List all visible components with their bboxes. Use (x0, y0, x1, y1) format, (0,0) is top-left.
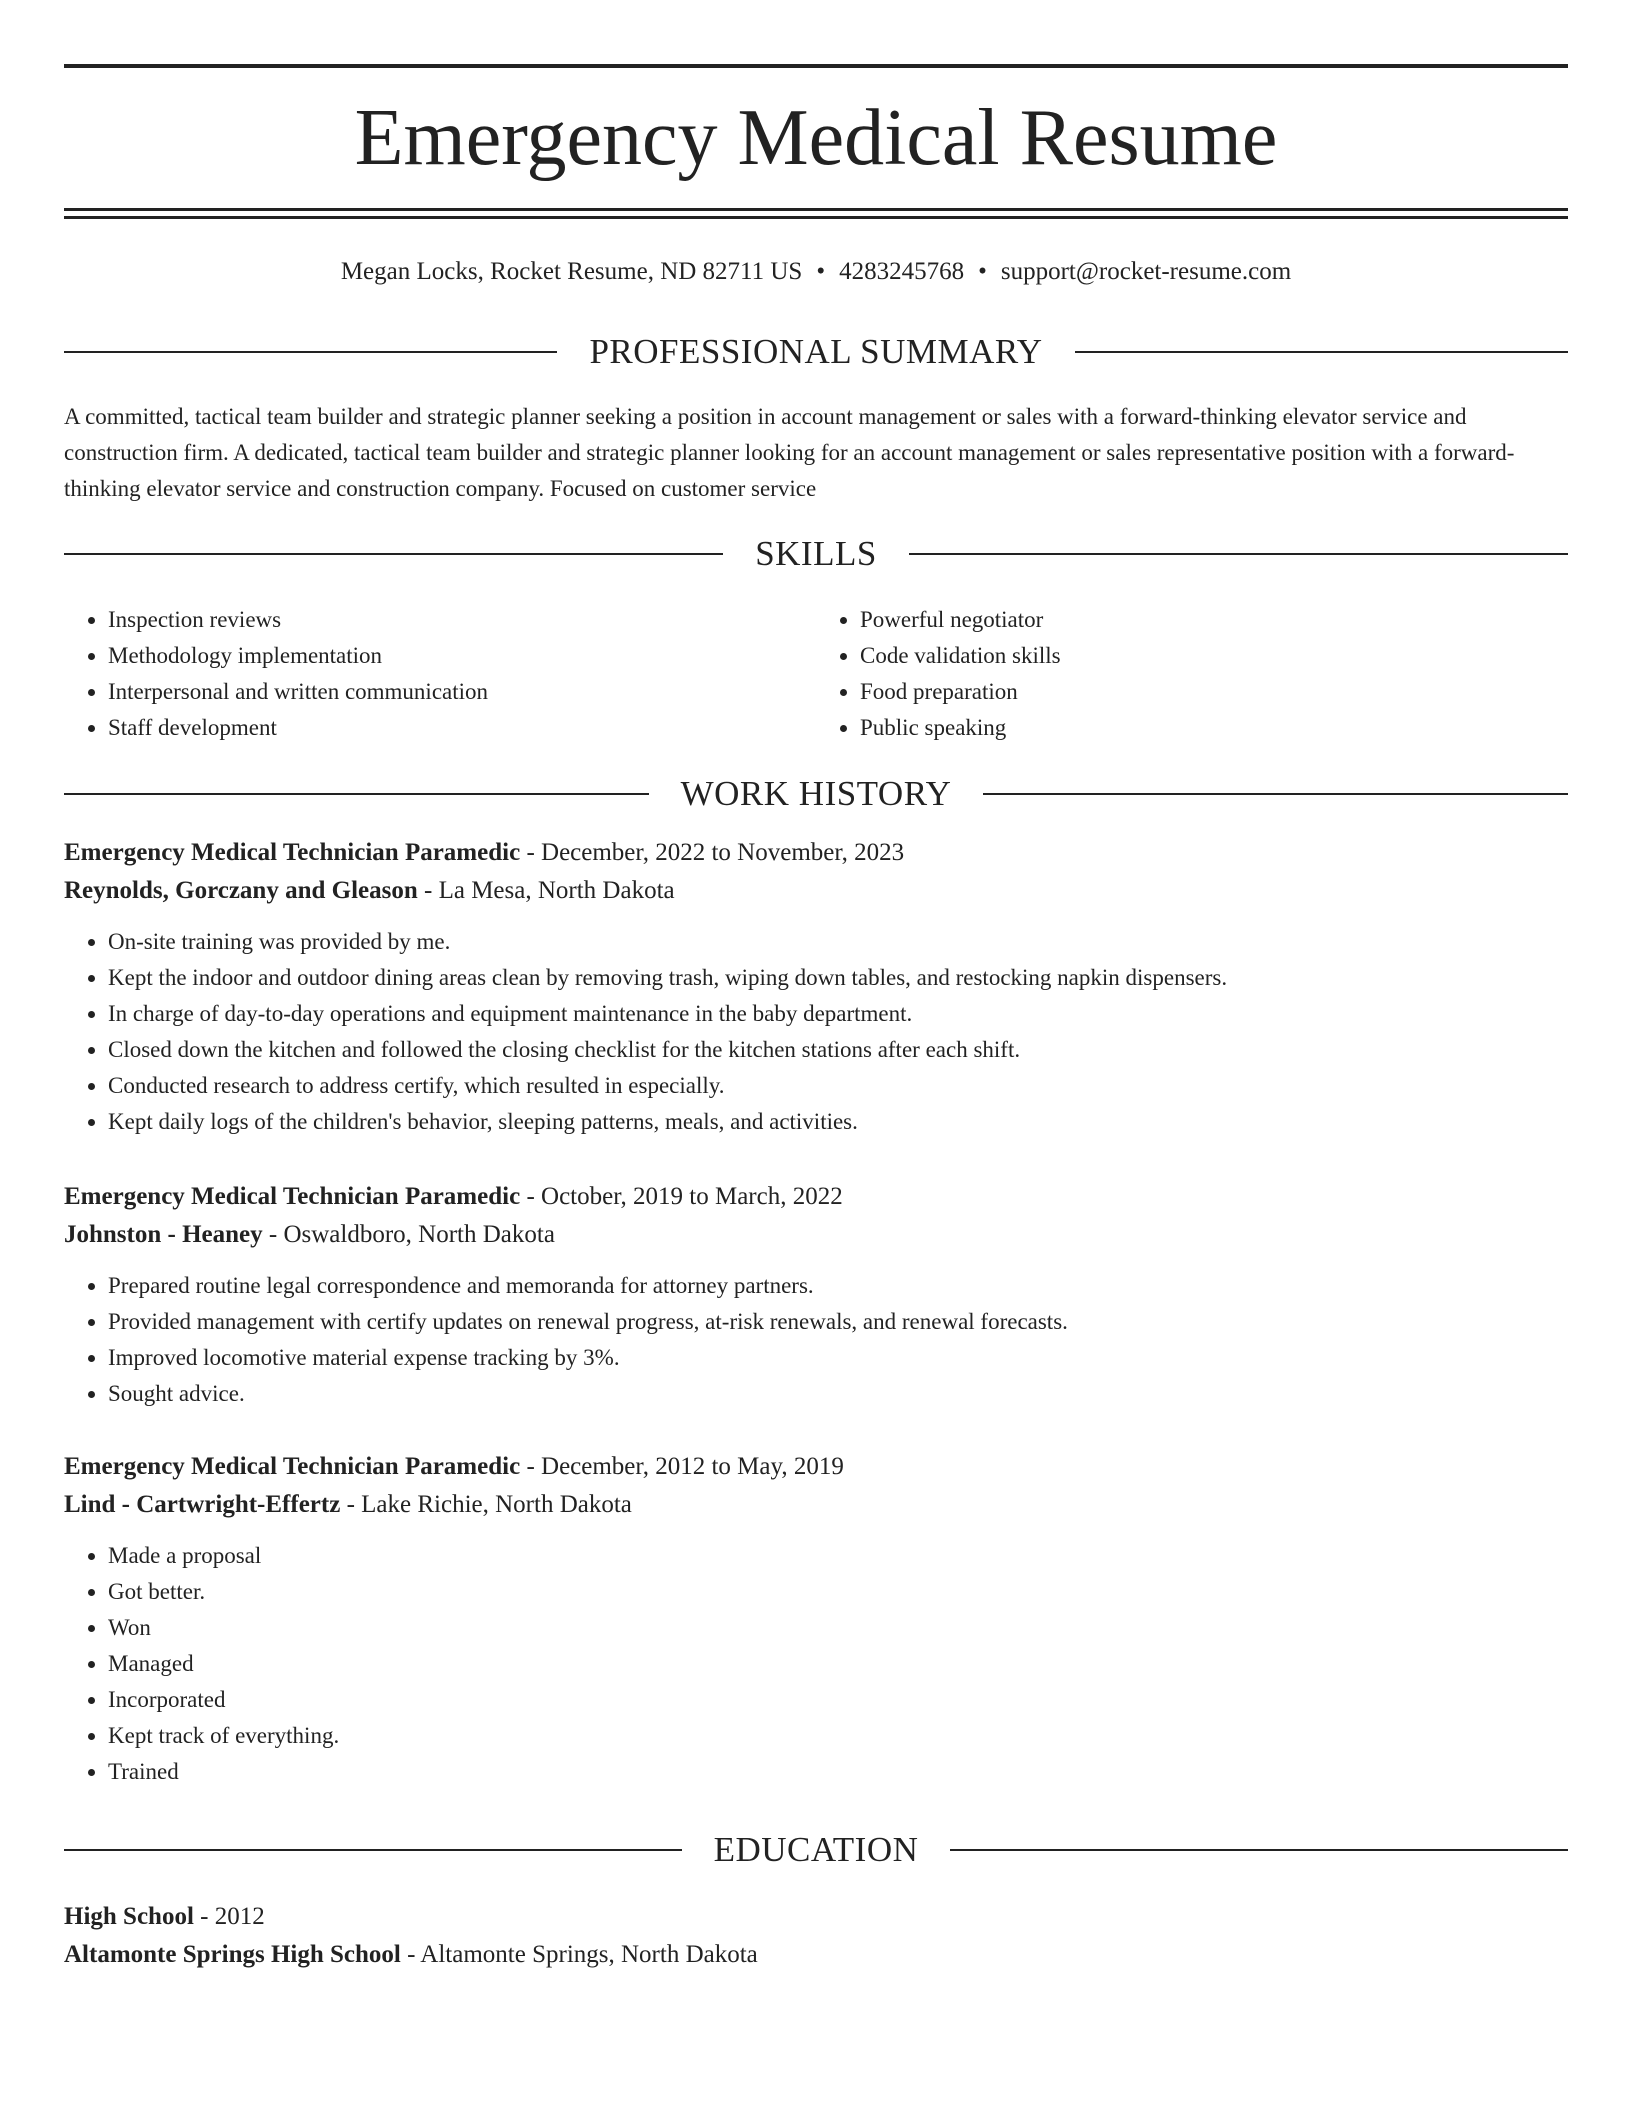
section-header-skills (64, 532, 1568, 576)
section-header-work (64, 772, 1568, 816)
section-header-summary (64, 330, 1568, 374)
job-location: - La Mesa, North Dakota (417, 877, 675, 904)
job-bullet: • Incorporated (108, 1682, 1568, 1718)
section-rule-right (909, 553, 1568, 555)
job-dates: - December, 2022 to November, 2023 (520, 839, 905, 866)
top-rule (64, 64, 1568, 68)
section-rule-left (64, 553, 723, 555)
job-bullet: • Prepared routine legal correspondence and memoranda for attorney partners. (108, 1268, 1568, 1304)
job-entry (64, 1178, 1568, 1412)
contact-phone: 4283245768 (839, 258, 965, 285)
education-school: Altamonte Springs High School (64, 1941, 401, 1968)
skill-item: • Interpersonal and written communication (108, 674, 816, 710)
job-entry (64, 834, 1568, 1140)
job-company: Lind - Cartwright-Effertz (64, 1491, 341, 1518)
job-bullet: • Improved locomotive material expense tracking by 3%. (108, 1340, 1568, 1376)
section-rule-right (1075, 351, 1568, 353)
job-bullet: • Closed down the kitchen and followed the closing checklist for the kitchen stations after each shift. (108, 1032, 1568, 1068)
education-entry (64, 1898, 1568, 1974)
job-bullet: • Got better. (108, 1574, 1568, 1610)
skill-item: • Food preparation (860, 674, 1568, 710)
job-bullet: • Made a proposal (108, 1538, 1568, 1574)
education-year: - 2012 (193, 1903, 265, 1930)
contact-line (64, 255, 1568, 289)
skills-list-right (816, 602, 1568, 746)
job-bullet: • Kept track of everything. (108, 1718, 1568, 1754)
job-employer (64, 872, 1568, 910)
job-bullet: • Won (108, 1610, 1568, 1646)
skill-item: • Code validation skills (860, 638, 1568, 674)
summary-text: A committed, tactical team builder and strategic planner seeking a position in account management or sales with a forward-thinking elevator service and construction firm. A dedicated, tactical team builder and strategic planner looking for an account management or sales representative position with a forward-thinking elevator service and construction company. Focused on customer service (64, 404, 1515, 501)
contact-separator: • (816, 258, 826, 285)
job-bullets (64, 924, 1568, 1140)
job-entry (64, 1448, 1568, 1790)
contact-address: Megan Locks, Rocket Resume, ND 82711 US (340, 258, 803, 285)
job-employer (64, 1486, 1568, 1524)
skills-columns (64, 602, 1568, 746)
contact-email: support@rocket-resume.com (1000, 258, 1292, 285)
section-rule-left (64, 351, 557, 353)
education-degree-line (64, 1898, 1568, 1936)
skill-item: • Methodology implementation (108, 638, 816, 674)
job-heading (64, 1178, 1568, 1216)
job-location: - Lake Richie, North Dakota (340, 1491, 632, 1518)
section-rule-left (64, 793, 649, 795)
title-rule-lower (64, 216, 1568, 219)
job-heading (64, 834, 1568, 872)
section-header-education (64, 1828, 1568, 1872)
job-bullet: • Managed (108, 1646, 1568, 1682)
section-title-skills: SKILLS (755, 534, 877, 573)
section-title-summary: PROFESSIONAL SUMMARY (589, 332, 1043, 371)
resume-title: Emergency Medical Resume (354, 94, 1278, 182)
job-dates: - December, 2012 to May, 2019 (520, 1453, 844, 1480)
skill-item: • Inspection reviews (108, 602, 816, 638)
education-school-line (64, 1936, 1568, 1974)
job-bullets (64, 1538, 1568, 1790)
job-bullet: • Kept the indoor and outdoor dining areas clean by removing trash, wiping down tables, and restocking napkin dispensers. (108, 960, 1568, 996)
job-company: Reynolds, Gorczany and Gleason (64, 877, 418, 904)
job-bullets (64, 1268, 1568, 1412)
job-dates: - October, 2019 to March, 2022 (520, 1183, 843, 1210)
contact-separator: • (978, 258, 987, 285)
title-rule-upper (64, 208, 1568, 211)
job-bullet: • Kept daily logs of the children's behavior, sleeping patterns, meals, and activities. (108, 1104, 1568, 1140)
skill-item: • Public speaking (860, 710, 1568, 746)
skills-list-left (64, 602, 816, 746)
job-company: Johnston - Heaney (64, 1221, 263, 1248)
job-bullet: • Conducted research to address certify, which resulted in especially. (108, 1068, 1568, 1104)
section-rule-right (950, 1849, 1568, 1851)
job-bullet: • Sought advice. (108, 1376, 1568, 1412)
job-title: Emergency Medical Technician Paramedic (64, 839, 521, 866)
job-employer (64, 1216, 1568, 1254)
job-bullet: • Trained (108, 1754, 1568, 1790)
section-rule-right (983, 793, 1568, 795)
job-bullet: • In charge of day-to-day operations and equipment maintenance in the baby department. (108, 996, 1568, 1032)
education-degree: High School (64, 1903, 194, 1930)
job-bullet: • On-site training was provided by me. (108, 924, 1568, 960)
job-title: Emergency Medical Technician Paramedic (64, 1183, 521, 1210)
job-bullet: • Provided management with certify updates on renewal progress, at-risk renewals, and renewal forecasts. (108, 1304, 1568, 1340)
job-title: Emergency Medical Technician Paramedic (64, 1453, 521, 1480)
skill-item: • Powerful negotiator (860, 602, 1568, 638)
education-location: - Altamonte Springs, North Dakota (400, 1941, 758, 1968)
section-title-work: WORK HISTORY (680, 774, 952, 813)
section-rule-left (64, 1849, 682, 1851)
job-location: - Oswaldboro, North Dakota (262, 1221, 555, 1248)
section-title-education: EDUCATION (713, 1830, 919, 1869)
job-heading (64, 1448, 1568, 1486)
skill-item: • Staff development (108, 710, 816, 746)
